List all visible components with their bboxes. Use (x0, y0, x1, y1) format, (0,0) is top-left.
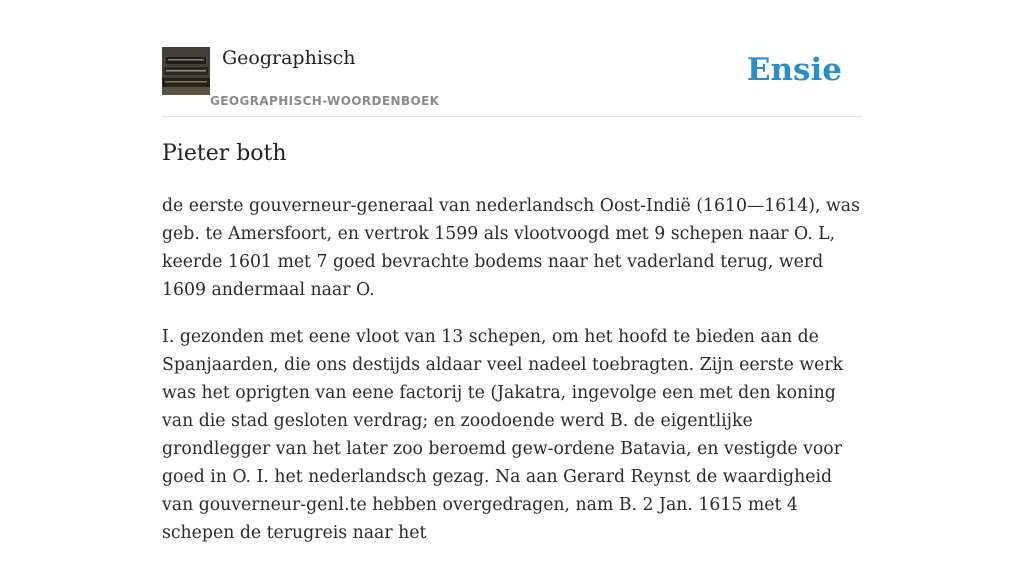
article-paragraph: I. gezonden met eene vloot van 13 schepen, om het hoofd te bieden aan de Spanjaarden, die ons destijds aldaar veel nadeel toebragten. Zijn eerste werk was het oprigten van eene factorij te (Jakatra, ingevolge een met den koning van die stad gesloten verdrag; en zoodoende werd B. de eigentlijke grondlegger van het later zoo beroemd gew-ordene Batavia, en vestigde voor goed in O. I. het nederlandsch gezag. Na aan Gerard Reynst de waardigheid van gouverneur-genl.te hebben overgedragen, nam B. 2 Jan. 1615 met 4 schepen de terugreis naar het (162, 327, 844, 543)
article-title: Pieter both (162, 141, 287, 166)
article-body (162, 192, 864, 566)
article-paragraph: de eerste gouverneur-generaal van nederlandsch Oost-Indië (1610—1614), was geb. te Amersfoort, en vertrok 1599 als vlootvoogd met 9 schepen naar O. L, keerde 1601 met 7 goed bevrachte bodems naar het vaderland terug, werd 1609 andermaal naar O. (162, 196, 860, 300)
ensie-logo-link[interactable]: Ensie (746, 52, 842, 88)
site-subtitle[interactable]: GEOGRAPHISCH-WOORDENBOEK (210, 94, 440, 108)
dictionary-avatar[interactable] (162, 47, 210, 95)
books-icon (162, 47, 210, 95)
site-title[interactable]: Geographisch (222, 47, 356, 69)
site-header (162, 46, 862, 117)
